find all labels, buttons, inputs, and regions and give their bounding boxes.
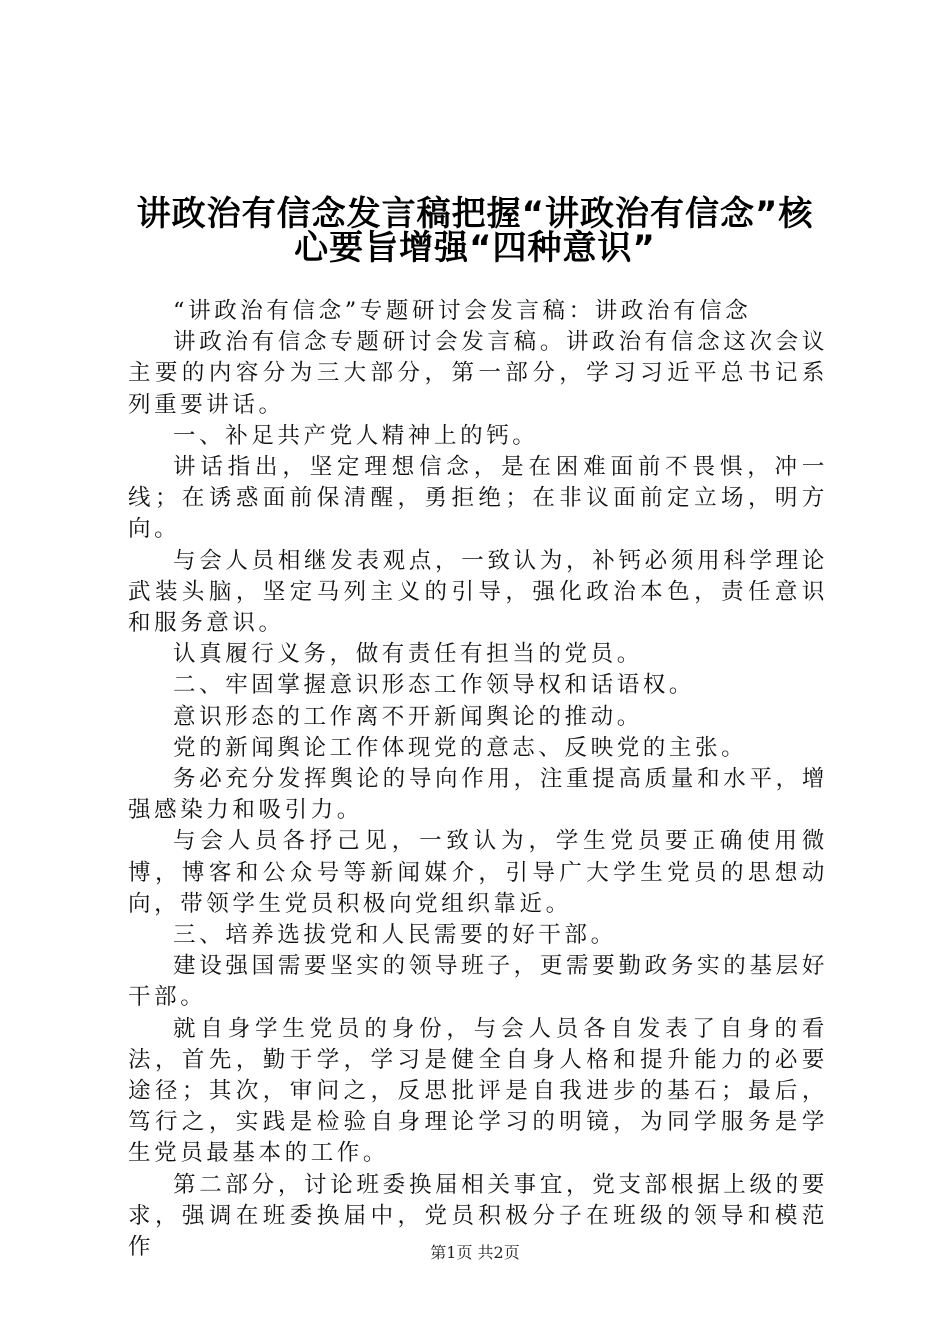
paragraph: 党的新闻舆论工作体现党的意志、反映党的主张。 — [173, 734, 748, 761]
paragraph: 就自身学生党员的身份，与会人员各自发表了自身的看法，首先，勤于学，学习是健全自身人格和提升能力的必要途径；其次，审问之，反思批评是自我进步的基石；最后，笃行之，实践是检验自身理论学习的明镜，为同学服务是学生党员最基本的工作。 — [128, 1015, 828, 1167]
paragraph: 一、补足共产党人精神上的钙。 — [173, 422, 539, 449]
paragraph: 与会人员相继发表观点，一致认为，补钙必须用科学理论武装头脑，坚定马列主义的引导，强化政治本色，责任意识和服务意识。 — [128, 547, 828, 637]
document-body — [128, 296, 828, 1263]
paragraph: 第二部分，讨论班委换届相关事宜，党支部根据上级的要求，强调在班委换届中，党员积极分子在班级的领导和模范作 — [128, 1171, 828, 1261]
document-title-line-1: 讲政治有信念发言稿把握“讲政治有信念”核 — [136, 194, 814, 234]
document-title-line-2: 心要旨增强“四种意识” — [294, 228, 656, 268]
paragraph: 意识形态的工作离不开新闻舆论的推动。 — [173, 703, 643, 730]
page-number-footer: 第1页 共2页 — [430, 1243, 520, 1262]
paragraph: 认真履行义务，做有责任有担当的党员。 — [173, 641, 643, 668]
paragraph: 务必充分发挥舆论的导向作用，注重提高质量和水平，增强感染力和吸引力。 — [128, 766, 828, 824]
paragraph: 二、牢固掌握意识形态工作领导权和话语权。 — [173, 672, 696, 699]
paragraph: 建设强国需要坚实的领导班子，更需要勤政务实的基层好干部。 — [128, 953, 828, 1011]
paragraph: 三、培养选拔党和人民需要的好干部。 — [173, 922, 617, 949]
paragraph: 讲话指出，坚定理想信念，是在困难面前不畏惧，冲一线；在诱惑面前保清醒，勇拒绝；在非议面前定立场，明方向。 — [128, 454, 828, 543]
paragraph: “讲政治有信念”专题研讨会发言稿：讲政治有信念 — [173, 298, 752, 324]
paragraph: 讲政治有信念专题研讨会发言稿。讲政治有信念这次会议主要的内容分为三大部分，第一部分，学习习近平总书记系列重要讲话。 — [128, 329, 828, 418]
paragraph: 与会人员各抒己见，一致认为，学生党员要正确使用微博，博客和公众号等新闻媒介，引导广大学生党员的思想动向，带领学生党员积极向党组织靠近。 — [128, 828, 828, 917]
